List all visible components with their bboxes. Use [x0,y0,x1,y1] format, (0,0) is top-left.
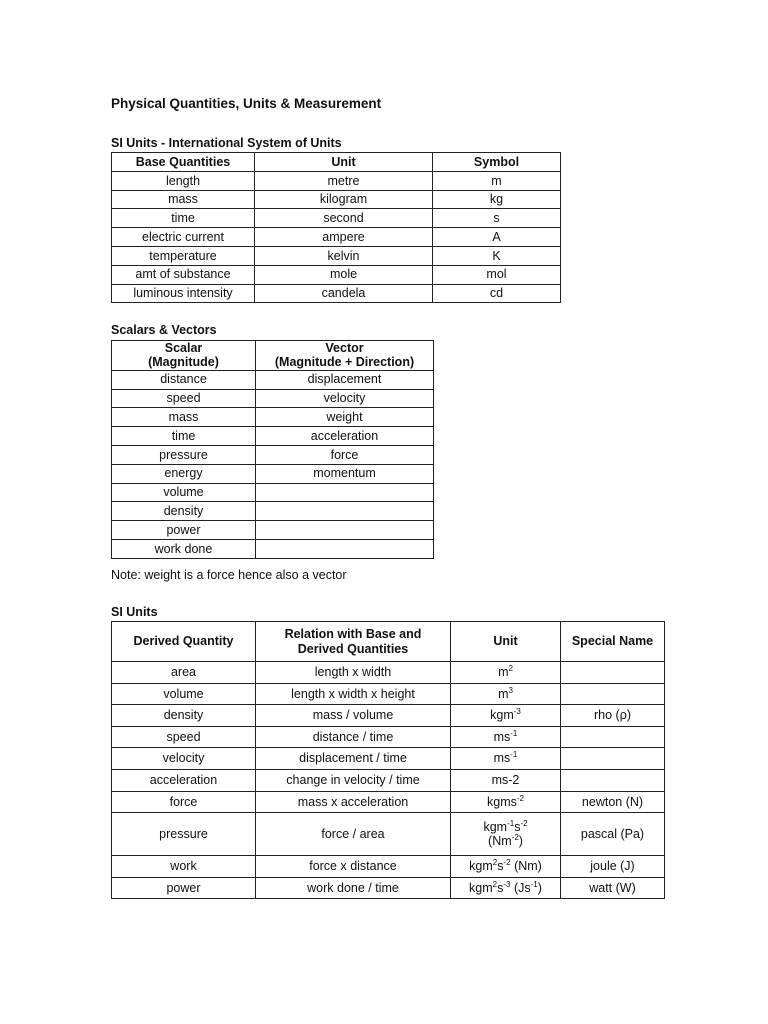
derived-quantity-cell: volume [112,683,256,705]
column-header-relation [256,622,451,662]
unit-cell: mole [255,265,433,284]
relation-cell: force x distance [256,856,451,878]
vector-cell [256,483,434,502]
special-name-cell: pascal (Pa) [561,813,665,856]
unit-cell: candela [255,284,433,303]
table-row [112,748,665,770]
symbol-cell: kg [433,190,561,209]
table-row [112,726,665,748]
unit-cell: $ms^{-1}$ [451,726,561,748]
scalar-cell: energy [112,464,256,483]
special-name-cell: newton (N) [561,791,665,813]
table-row [112,705,665,727]
table-row [112,769,665,791]
unit-cell: ms-2 [451,769,561,791]
vector-header-subline: (Magnitude + Direction) [274,355,415,370]
table-row [112,483,434,502]
unit-line: $kgm^{-1}s^{-2}$ [483,818,528,834]
vector-cell [256,502,434,521]
table-row [112,445,434,464]
relation-cell: work done / time [256,877,451,899]
base-quantity-cell: mass [112,190,255,209]
vector-header-line: Vector [325,341,364,355]
table-row [112,813,665,856]
table-row [112,246,561,265]
derived-quantity-cell: acceleration [112,769,256,791]
scalars-vectors-heading: Scalars & Vectors [111,323,217,337]
derived-quantity-cell: force [112,791,256,813]
relation-cell: change in velocity / time [256,769,451,791]
scalars-vectors-table [111,340,434,559]
table-row [112,284,561,303]
symbol-cell: mol [433,265,561,284]
relation-cell: length x width x height [256,683,451,705]
vector-cell: velocity [256,389,434,408]
table-row [112,502,434,521]
unit-cell: kgm$^{-3}$ [451,705,561,727]
relation-cell: displacement / time [256,748,451,770]
special-name-cell: watt (W) [561,877,665,899]
unit-cell: ampere [255,228,433,247]
page-title: Physical Quantities, Units & Measurement [111,96,382,111]
unit-cell: $ms^{-1}$ [451,748,561,770]
unit-cell: second [255,209,433,228]
table-row [112,539,434,558]
table-row [112,683,665,705]
derived-quantity-cell: pressure [112,813,256,856]
special-name-cell [561,748,665,770]
relation-cell: length x width [256,662,451,684]
base-quantity-cell: electric current [112,228,255,247]
special-name-cell: rho (ρ) [561,705,665,727]
base-quantity-cell: temperature [112,246,255,265]
special-name-cell [561,662,665,684]
scalar-cell: work done [112,539,256,558]
derived-quantity-cell: speed [112,726,256,748]
table-row [112,209,561,228]
unit-cell: kgms$^{-2}$ [451,791,561,813]
table-row [112,877,665,899]
base-quantity-cell: length [112,171,255,190]
table-header-row [112,622,665,662]
column-header-scalar [112,341,256,371]
symbol-cell: s [433,209,561,228]
si-base-heading: SI Units - International System of Units [111,136,342,150]
relation-cell: force / area [256,813,451,856]
table-header-row [112,153,561,172]
vector-cell [256,539,434,558]
column-header-derived-quantity: Derived Quantity [112,622,256,662]
special-name-cell [561,769,665,791]
table-row [112,265,561,284]
table-row [112,662,665,684]
scalars-vectors-note: Note: weight is a force hence also a vector [111,568,347,582]
unit-cell: $m^3$ [451,683,561,705]
vector-cell: momentum [256,464,434,483]
unit-cell: $kgm^2s^{-3}$ $(Js^{-1})$ [451,877,561,899]
scalar-cell: mass [112,408,256,427]
scalar-cell: density [112,502,256,521]
column-header-base-quantities: Base Quantities [112,153,255,172]
vector-cell: acceleration [256,427,434,446]
symbol-cell: m [433,171,561,190]
scalar-header-line: Scalar [164,341,203,355]
derived-quantity-cell: velocity [112,748,256,770]
scalar-cell: pressure [112,445,256,464]
base-quantity-cell: luminous intensity [112,284,255,303]
scalar-header-subline: (Magnitude) [148,355,219,370]
table-row [112,408,434,427]
scalar-cell: volume [112,483,256,502]
si-derived-heading: SI Units [111,605,158,619]
table-row [112,171,561,190]
derived-quantity-cell: area [112,662,256,684]
table-row [112,370,434,389]
special-name-cell: joule (J) [561,856,665,878]
table-row [112,228,561,247]
scalar-cell: time [112,427,256,446]
relation-header-line: Relation with Base and [284,627,422,642]
table-row [112,190,561,209]
si-derived-table [111,621,665,899]
table-row [112,856,665,878]
special-name-cell [561,726,665,748]
vector-cell: weight [256,408,434,427]
table-header-row [112,341,434,371]
relation-cell: mass / volume [256,705,451,727]
unit-cell: $m^2$ [451,662,561,684]
base-quantity-cell: amt of substance [112,265,255,284]
unit-cell [451,813,561,856]
vector-cell: displacement [256,370,434,389]
table-row [112,464,434,483]
special-name-cell [561,683,665,705]
relation-header-subline: Derived Quantities [297,641,409,656]
column-header-unit: Unit [451,622,561,662]
column-header-unit: Unit [255,153,433,172]
unit-cell: $kgm^2s^{-2}$ (Nm) [451,856,561,878]
base-quantity-cell: time [112,209,255,228]
table-row [112,389,434,408]
table-row [112,791,665,813]
scalar-cell: power [112,521,256,540]
symbol-cell: A [433,228,561,247]
relation-cell: distance / time [256,726,451,748]
unit-alt-line: $(Nm^{-2})$ [488,833,523,849]
column-header-vector [256,341,434,371]
column-header-symbol: Symbol [433,153,561,172]
derived-quantity-cell: density [112,705,256,727]
symbol-cell: K [433,246,561,265]
vector-cell [256,521,434,540]
unit-cell: kilogram [255,190,433,209]
scalar-cell: speed [112,389,256,408]
si-base-table [111,152,561,303]
derived-quantity-cell: power [112,877,256,899]
unit-cell: kelvin [255,246,433,265]
derived-quantity-cell: work [112,856,256,878]
table-row [112,521,434,540]
symbol-cell: cd [433,284,561,303]
column-header-special-name: Special Name [561,622,665,662]
scalar-cell: distance [112,370,256,389]
relation-cell: mass x acceleration [256,791,451,813]
table-row [112,427,434,446]
vector-cell: force [256,445,434,464]
unit-cell: metre [255,171,433,190]
